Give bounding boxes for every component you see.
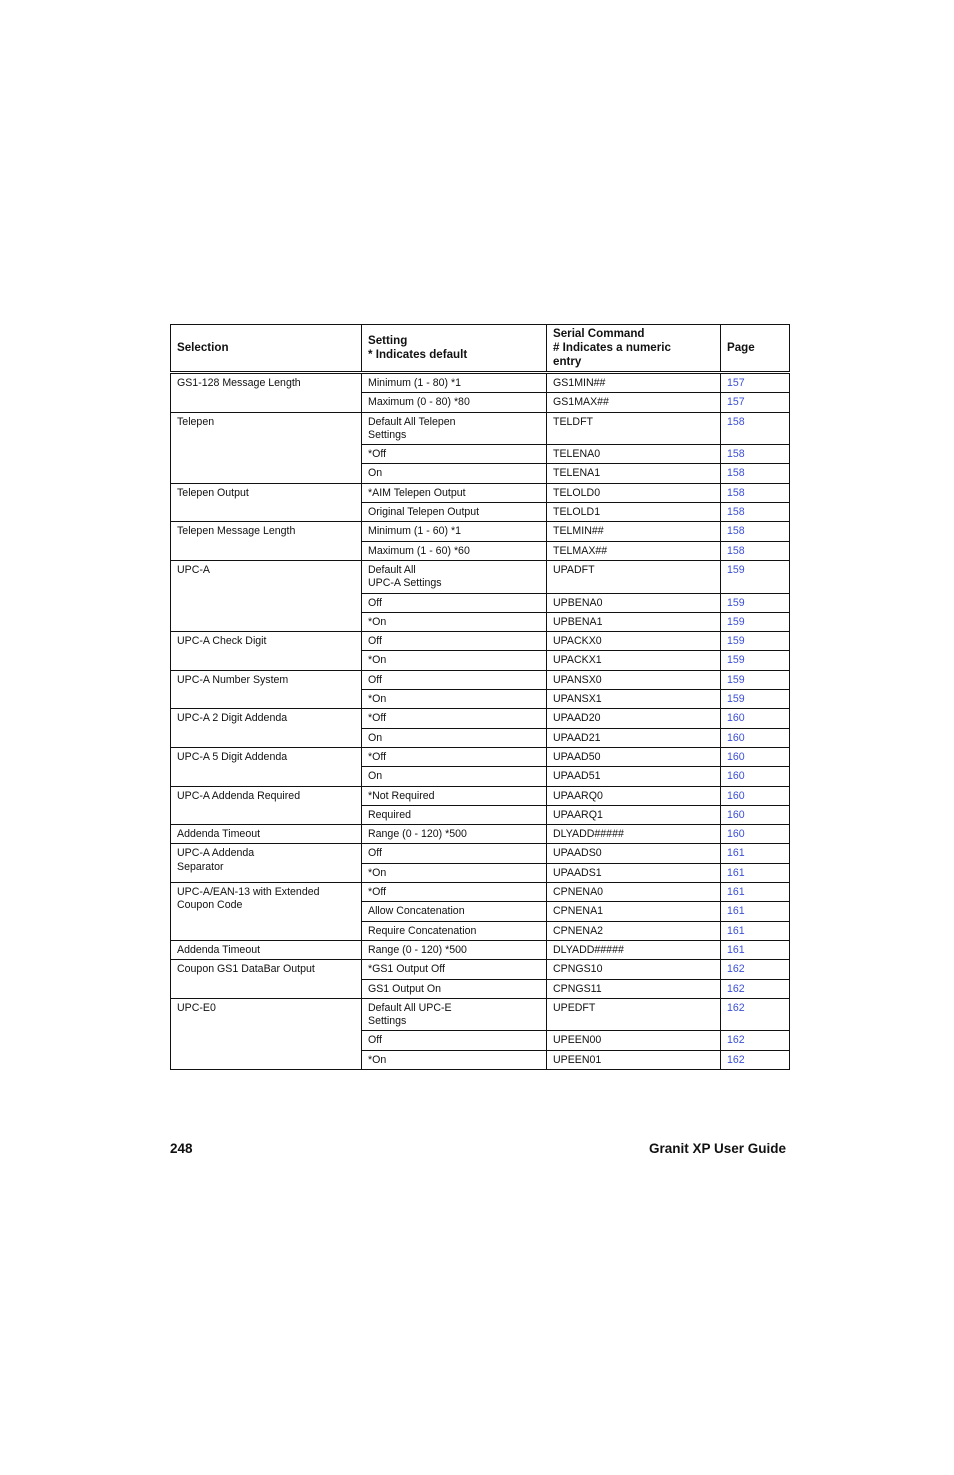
selection-cell: UPC-A/EAN-13 with Extended Coupon Code — [171, 883, 362, 941]
setting-cell: Maximum (0 - 80) *80 — [362, 393, 547, 412]
setting-cell: Off — [362, 632, 547, 651]
serial-command-cell: UPAAD51 — [547, 767, 721, 786]
setting-cell: *On — [362, 863, 547, 882]
page-link[interactable]: 160 — [721, 805, 790, 824]
page-link[interactable]: 160 — [721, 728, 790, 747]
page-link[interactable]: 159 — [721, 690, 790, 709]
setting-cell: Allow Concatenation — [362, 902, 547, 921]
page-link[interactable]: 162 — [721, 998, 790, 1031]
selection-cell: UPC-A Addenda Separator — [171, 844, 362, 883]
table-row — [171, 844, 790, 863]
table-row — [171, 412, 790, 445]
table-row — [171, 960, 790, 979]
table-row — [171, 786, 790, 805]
setting-cell: *Off — [362, 883, 547, 902]
serial-command-cell: UPBENA0 — [547, 593, 721, 612]
setting-cell: Range (0 - 120) *500 — [362, 825, 547, 844]
serial-command-cell: CPNENA1 — [547, 902, 721, 921]
serial-command-cell: GS1MIN## — [547, 373, 721, 393]
serial-command-cell: UPAARQ1 — [547, 805, 721, 824]
page-link[interactable]: 159 — [721, 560, 790, 593]
table-row — [171, 483, 790, 502]
page-link[interactable]: 158 — [721, 412, 790, 445]
serial-command-cell: CPNGS11 — [547, 979, 721, 998]
page-link[interactable]: 159 — [721, 612, 790, 631]
page-link[interactable]: 161 — [721, 940, 790, 959]
serial-command-cell: UPACKX0 — [547, 632, 721, 651]
serial-command-cell: UPAAD20 — [547, 709, 721, 728]
command-table — [170, 324, 790, 1070]
table-row — [171, 670, 790, 689]
serial-command-cell: UPACKX1 — [547, 651, 721, 670]
selection-cell: Telepen — [171, 412, 362, 483]
setting-cell: Default All UPC-A Settings — [362, 560, 547, 593]
serial-command-cell: UPAADS0 — [547, 844, 721, 863]
setting-cell: Off — [362, 844, 547, 863]
page-link[interactable]: 161 — [721, 883, 790, 902]
serial-command-cell: UPEEN01 — [547, 1050, 721, 1069]
setting-cell: *On — [362, 612, 547, 631]
setting-cell: Required — [362, 805, 547, 824]
setting-cell: GS1 Output On — [362, 979, 547, 998]
serial-command-cell: UPAAD21 — [547, 728, 721, 747]
page-link[interactable]: 158 — [721, 503, 790, 522]
setting-cell: *Off — [362, 445, 547, 464]
table-row — [171, 522, 790, 541]
header-serial-command: Serial Command # Indicates a numeric entry — [547, 325, 721, 373]
selection-cell: UPC-A Addenda Required — [171, 786, 362, 825]
serial-command-cell: UPAADS1 — [547, 863, 721, 882]
selection-cell: UPC-A Number System — [171, 670, 362, 709]
serial-command-cell: TELMIN## — [547, 522, 721, 541]
serial-command-cell: UPAAD50 — [547, 747, 721, 766]
page-link[interactable]: 158 — [721, 522, 790, 541]
setting-cell: Original Telepen Output — [362, 503, 547, 522]
table-row — [171, 883, 790, 902]
serial-command-cell: CPNGS10 — [547, 960, 721, 979]
setting-cell: Range (0 - 120) *500 — [362, 940, 547, 959]
page-link[interactable]: 161 — [721, 902, 790, 921]
selection-cell: Telepen Message Length — [171, 522, 362, 561]
page-link[interactable]: 162 — [721, 1050, 790, 1069]
setting-cell: Off — [362, 670, 547, 689]
serial-command-cell: UPANSX0 — [547, 670, 721, 689]
header-selection: Selection — [171, 325, 362, 373]
serial-command-cell: TELMAX## — [547, 541, 721, 560]
setting-cell: *Off — [362, 747, 547, 766]
page-link[interactable]: 159 — [721, 651, 790, 670]
table-header-row — [171, 325, 790, 373]
selection-cell: UPC-A 5 Digit Addenda — [171, 747, 362, 786]
setting-cell: *Off — [362, 709, 547, 728]
page-link[interactable]: 158 — [721, 464, 790, 483]
serial-command-cell: CPNENA0 — [547, 883, 721, 902]
selection-cell: UPC-A 2 Digit Addenda — [171, 709, 362, 748]
table-row — [171, 747, 790, 766]
serial-command-cell: TELENA1 — [547, 464, 721, 483]
serial-command-cell: DLYADD##### — [547, 940, 721, 959]
serial-command-cell: TELOLD0 — [547, 483, 721, 502]
table-row — [171, 560, 790, 593]
setting-cell: Default All UPC-E Settings — [362, 998, 547, 1031]
page-link[interactable]: 158 — [721, 541, 790, 560]
setting-cell: Require Concatenation — [362, 921, 547, 940]
setting-cell: Minimum (1 - 60) *1 — [362, 522, 547, 541]
setting-cell: Minimum (1 - 80) *1 — [362, 373, 547, 393]
table-row — [171, 998, 790, 1031]
selection-cell: Coupon GS1 DataBar Output — [171, 960, 362, 999]
serial-command-cell: TELDFT — [547, 412, 721, 445]
page-link[interactable]: 162 — [721, 960, 790, 979]
serial-command-cell: CPNENA2 — [547, 921, 721, 940]
selection-cell: UPC-A — [171, 560, 362, 631]
selection-cell: UPC-A Check Digit — [171, 632, 362, 671]
page-link[interactable]: 160 — [721, 825, 790, 844]
setting-cell: On — [362, 728, 547, 747]
page-link[interactable]: 158 — [721, 483, 790, 502]
setting-cell: Off — [362, 593, 547, 612]
page-link[interactable]: 161 — [721, 863, 790, 882]
serial-command-cell: UPANSX1 — [547, 690, 721, 709]
serial-command-cell: UPEDFT — [547, 998, 721, 1031]
page-link[interactable]: 161 — [721, 921, 790, 940]
serial-command-cell: UPAARQ0 — [547, 786, 721, 805]
page-link[interactable]: 160 — [721, 767, 790, 786]
header-setting: Setting * Indicates default — [362, 325, 547, 373]
guide-title: Granit XP User Guide — [648, 1141, 786, 1156]
serial-command-cell: TELOLD1 — [547, 503, 721, 522]
selection-cell: GS1-128 Message Length — [171, 373, 362, 413]
page-number: 248 — [170, 1141, 193, 1156]
setting-cell: *AIM Telepen Output — [362, 483, 547, 502]
page-link[interactable]: 160 — [721, 747, 790, 766]
selection-cell: Telepen Output — [171, 483, 362, 522]
page-link[interactable]: 160 — [721, 786, 790, 805]
selection-cell: Addenda Timeout — [171, 825, 362, 844]
setting-cell: *On — [362, 651, 547, 670]
page-link[interactable]: 162 — [721, 1031, 790, 1050]
selection-cell: UPC-E0 — [171, 998, 362, 1069]
header-page: Page — [721, 325, 790, 373]
serial-command-cell: UPEEN00 — [547, 1031, 721, 1050]
serial-command-cell: UPADFT — [547, 560, 721, 593]
table-row — [171, 632, 790, 651]
page-link[interactable]: 159 — [721, 670, 790, 689]
page-link[interactable]: 159 — [721, 593, 790, 612]
selection-cell: Addenda Timeout — [171, 940, 362, 959]
setting-cell: *Not Required — [362, 786, 547, 805]
page-link[interactable]: 161 — [721, 844, 790, 863]
table-row — [171, 940, 790, 959]
page-link[interactable]: 160 — [721, 709, 790, 728]
setting-cell: Off — [362, 1031, 547, 1050]
serial-command-cell: UPBENA1 — [547, 612, 721, 631]
setting-cell: *GS1 Output Off — [362, 960, 547, 979]
serial-command-cell: TELENA0 — [547, 445, 721, 464]
page-link[interactable]: 162 — [721, 979, 790, 998]
setting-cell: *On — [362, 1050, 547, 1069]
page-link[interactable]: 159 — [721, 632, 790, 651]
serial-command-cell: GS1MAX## — [547, 393, 721, 412]
setting-cell: *On — [362, 690, 547, 709]
setting-cell: On — [362, 464, 547, 483]
table-row — [171, 825, 790, 844]
page-link[interactable]: 157 — [721, 373, 790, 393]
setting-cell: Maximum (1 - 60) *60 — [362, 541, 547, 560]
setting-cell: Default All Telepen Settings — [362, 412, 547, 445]
page-link[interactable]: 158 — [721, 445, 790, 464]
page-link[interactable]: 157 — [721, 393, 790, 412]
table-row — [171, 709, 790, 728]
setting-cell: On — [362, 767, 547, 786]
serial-command-cell: DLYADD##### — [547, 825, 721, 844]
table-row — [171, 373, 790, 393]
